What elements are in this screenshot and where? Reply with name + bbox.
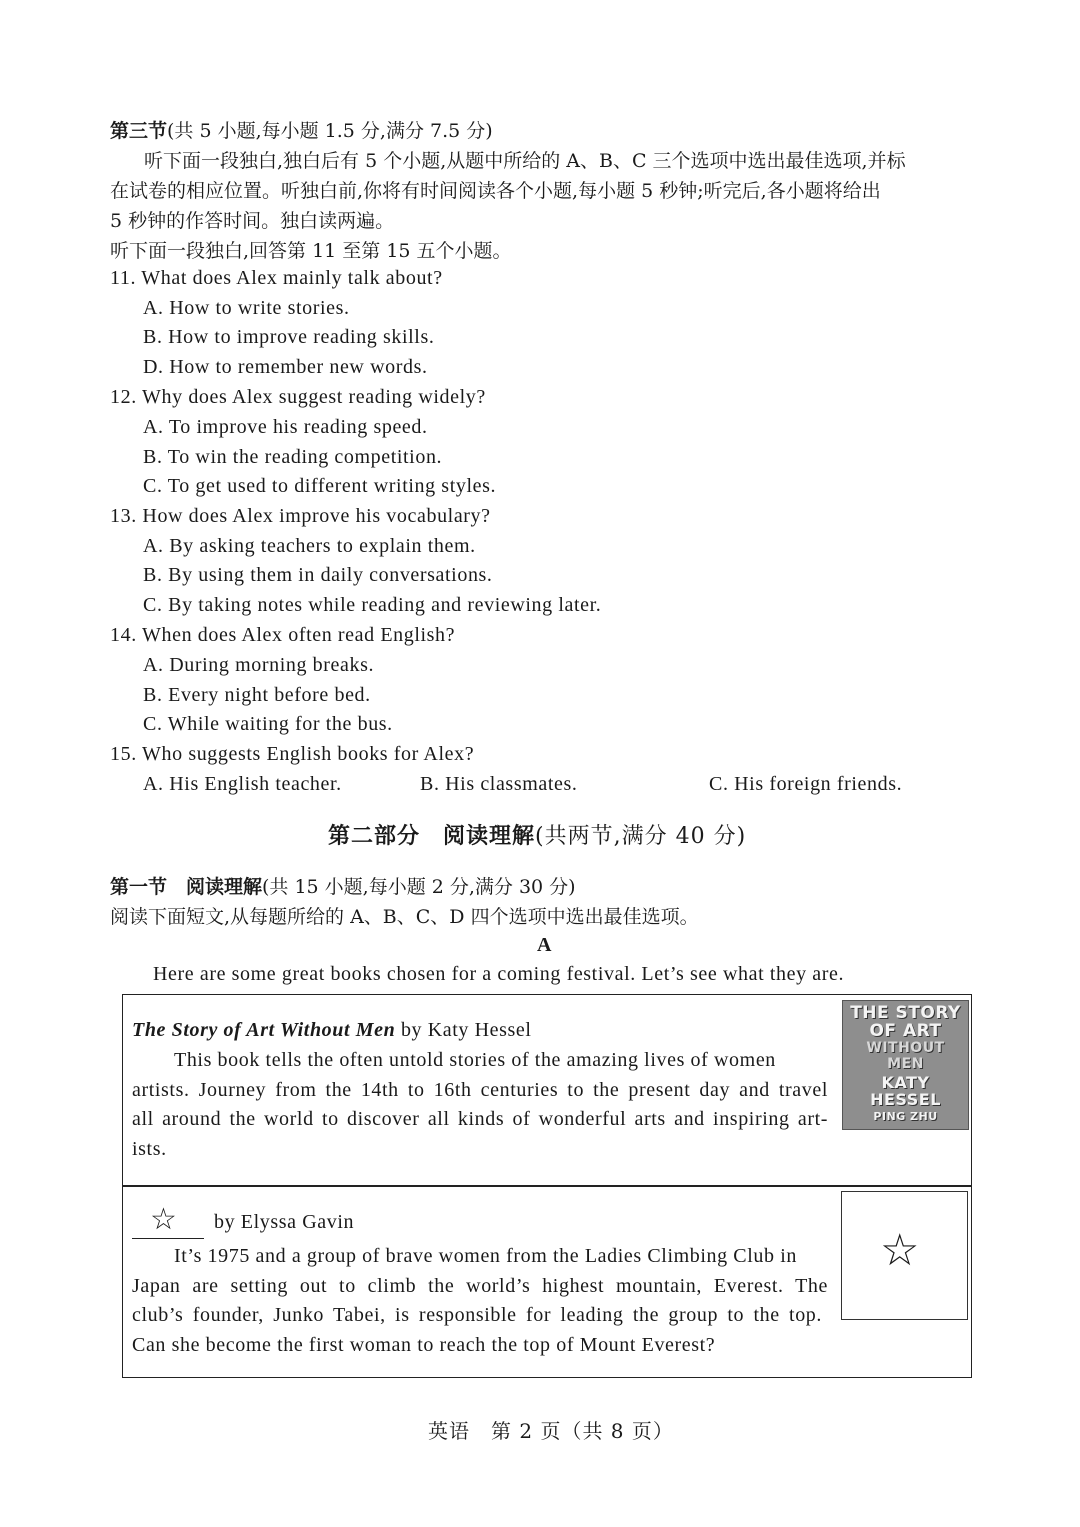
- cover-title-line: THE STORY: [850, 1003, 961, 1023]
- question-12-option: B. To win the reading competition.: [143, 446, 443, 468]
- book-2-author: by Elyssa Gavin: [214, 1211, 355, 1233]
- reading-section-title: [110, 874, 576, 900]
- section-3-instruction-line-1: 听下面一段独白,独白后有 5 个小题,从题中所给的 A、B、C 三个选项中选出最佳选项,并标: [144, 150, 906, 172]
- reading-instruction: 阅读下面短文,从每题所给的 A、B、C、D 四个选项中选出最佳选项。: [110, 906, 699, 928]
- question-15-option: B. His classmates.: [420, 773, 578, 795]
- part-2-heading-bold: 第二部分 阅读理解: [328, 823, 536, 849]
- cover-illustrator-line: PING ZHU: [873, 1110, 938, 1123]
- question-11-option: D. How to remember new words.: [143, 356, 428, 378]
- question-13-option: C. By taking notes while reading and reviewing later.: [143, 594, 602, 616]
- book-2-description-line: It’s 1975 and a group of brave women from the Ladies Climbing Club in: [174, 1245, 797, 1267]
- title-blank-line: [132, 1238, 204, 1239]
- question-15-option: C. His foreign friends.: [709, 773, 903, 795]
- question-12-option: C. To get used to different writing styles.: [143, 475, 497, 497]
- cover-title-line: OF ART: [869, 1021, 942, 1041]
- passage-label: A: [537, 934, 553, 956]
- book-1-title: The Story of Art Without Men: [132, 1019, 396, 1041]
- book-2-description-line: Japan are setting out to climb the world’s highest mountain, Everest. The: [132, 1275, 828, 1297]
- question-14-option: B. Every night before bed.: [143, 684, 371, 706]
- question-14-stem: 14. When does Alex often read English?: [110, 624, 456, 646]
- question-15-option: A. His English teacher.: [143, 773, 342, 795]
- question-13-option: B. By using them in daily conversations.: [143, 564, 493, 586]
- question-13-option: A. By asking teachers to explain them.: [143, 535, 476, 557]
- book-1-description-line: artists. Journey from the 14th to 16th centuries to the present day and travel: [132, 1079, 828, 1101]
- question-14-option: A. During morning breaks.: [143, 654, 375, 676]
- section-3-title: [110, 118, 493, 144]
- book-2-description-line: Can she become the first woman to reach the top of Mount Everest?: [132, 1334, 716, 1356]
- reading-section-title-rest: (共 15 小题,每小题 2 分,满分 30 分): [262, 876, 576, 898]
- reading-section-title-bold: 第一节 阅读理解: [110, 876, 263, 898]
- book-1-description-line: all around the world to discover all kinds of wonderful arts and inspiring art-: [132, 1108, 828, 1130]
- passage-intro: Here are some great books chosen for a coming festival. Let’s see what they are.: [153, 963, 845, 985]
- question-13-stem: 13. How does Alex improve his vocabulary?: [110, 505, 491, 527]
- section-3-sub-instruction: 听下面一段独白,回答第 11 至第 15 五个小题。: [110, 240, 512, 262]
- book-1-description-line: This book tells the often untold stories of the amazing lives of women: [174, 1049, 776, 1071]
- question-11-option: A. How to write stories.: [143, 297, 350, 319]
- cover-title-line: WITHOUT: [866, 1040, 945, 1056]
- section-3-title-rest: (共 5 小题,每小题 1.5 分,满分 7.5 分): [167, 120, 493, 142]
- section-3-title-bold: 第三节: [110, 120, 168, 142]
- question-12-stem: 12. Why does Alex suggest reading widely?: [110, 386, 486, 408]
- question-11-option: B. How to improve reading skills.: [143, 326, 435, 348]
- book-1-cover-image: [842, 1000, 969, 1130]
- cover-author-line: HESSEL: [870, 1090, 941, 1109]
- book-2-description-line: club’s founder, Junko Tabei, is responsible for leading the group to the top.: [132, 1304, 822, 1326]
- book-1-heading: [132, 1019, 532, 1042]
- book-1-description-line: ists.: [132, 1138, 167, 1160]
- book-1-author: by Katy Hessel: [400, 1019, 532, 1041]
- page-footer: 英语 第 2 页（共 8 页）: [428, 1419, 674, 1443]
- cover-title-line: MEN: [887, 1056, 924, 1072]
- cover-author-line: KATY: [881, 1073, 930, 1092]
- cover-star-icon: ☆: [880, 1225, 920, 1276]
- question-12-option: A. To improve his reading speed.: [143, 416, 428, 438]
- part-2-heading: [328, 819, 746, 850]
- part-2-heading-rest: (共两节,满分 40 分): [535, 824, 747, 849]
- section-3-instruction-line-3: 5 秒钟的作答时间。独白读两遍。: [110, 210, 395, 232]
- question-15-stem: 15. Who suggests English books for Alex?: [110, 743, 475, 765]
- question-11-stem: 11. What does Alex mainly talk about?: [110, 267, 443, 289]
- question-14-option: C. While waiting for the bus.: [143, 713, 393, 735]
- title-blank-star-icon: ☆: [150, 1202, 177, 1237]
- section-3-instruction-line-2: 在试卷的相应位置。听独白前,你将有时间阅读各个小题,每小题 5 秒钟;听完后,各小题将给出: [110, 180, 881, 202]
